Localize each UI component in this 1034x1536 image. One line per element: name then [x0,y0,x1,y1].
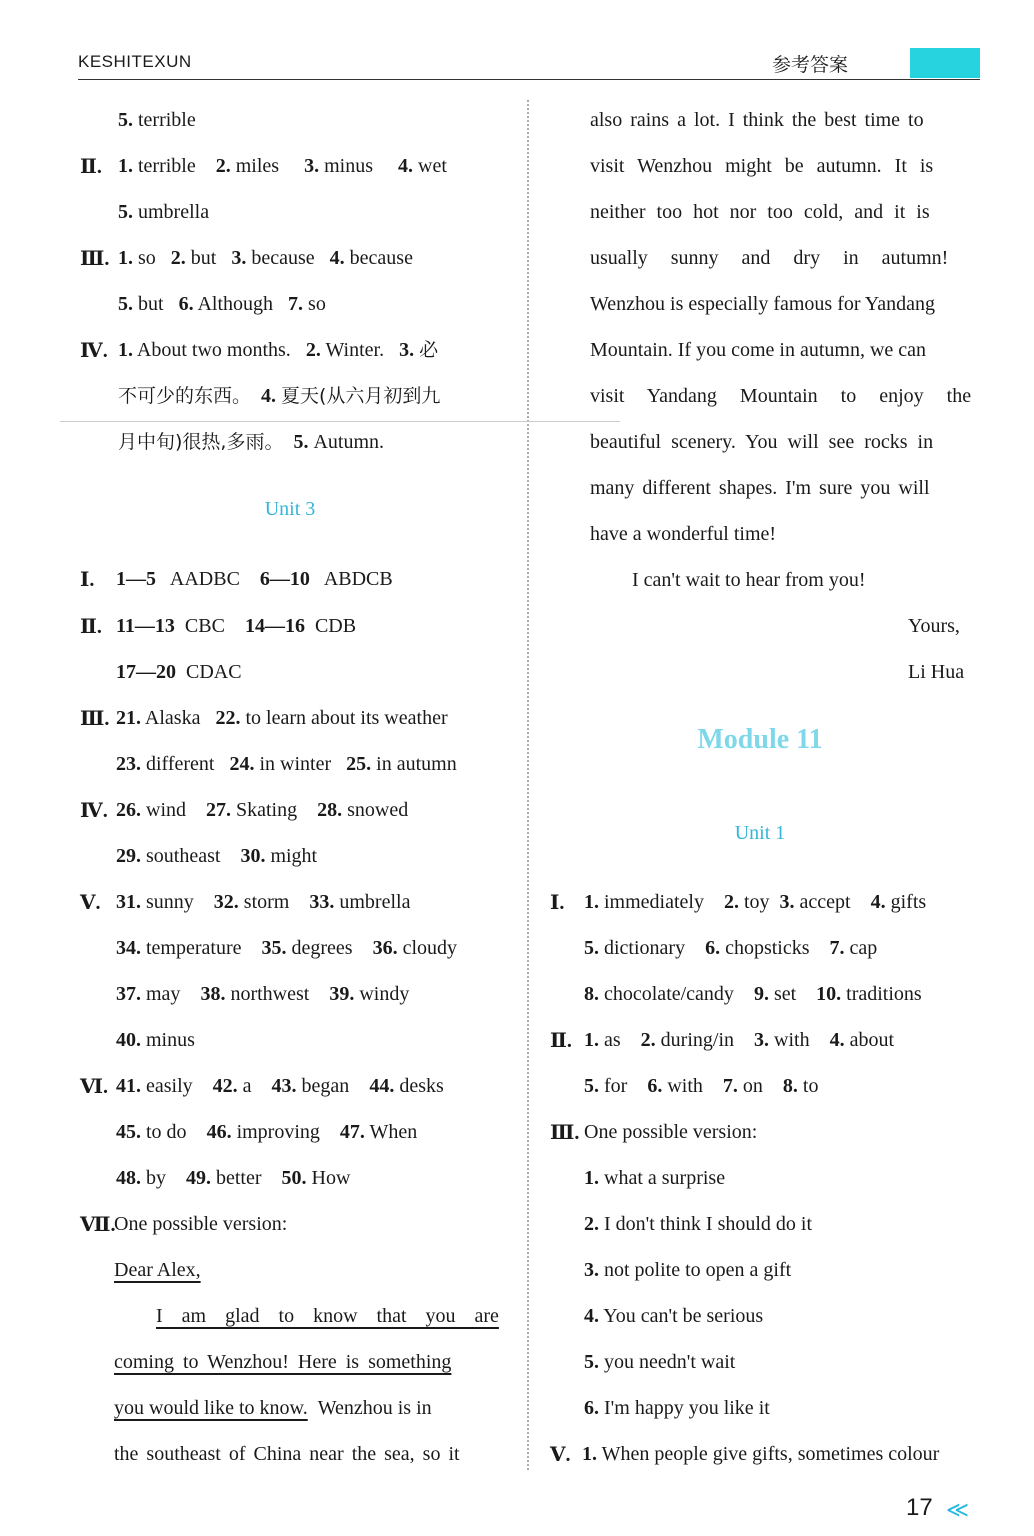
section-number: Ⅱ. [80,616,102,638]
unit-heading: Unit 3 [264,498,316,520]
letter-signature: Li Hua [908,661,965,683]
section-number: Ⅲ. [550,1122,580,1144]
section-number: Ⅰ. [550,892,565,914]
section-number: Ⅳ. [80,340,108,362]
answer-line: 5. you needn't wait [584,1351,736,1373]
letter-line: beautiful scenery. You will see rocks in [590,431,934,453]
answer-line: 1. what a surprise [584,1167,726,1189]
answer-line: 1. as 2. during/in 3. with 4. about [584,1029,895,1051]
letter-line: visit Yandang Mountain to enjoy the [590,385,972,407]
letter-closing: I can't wait to hear from you! [632,569,866,591]
answer-line: 5. terrible [118,109,196,131]
module-heading: Module 11 [697,724,823,755]
answer-line: 6. I'm happy you like it [584,1397,770,1419]
header-title: 参考答案 [772,54,849,76]
section-number: Ⅳ. [80,800,108,822]
letter-line: coming to Wenzhou! Here is something [114,1351,452,1373]
page-number: 17 [906,1494,933,1521]
answer-line: 26. wind 27. Skating 28. snowed [116,799,409,821]
letter-line: many different shapes. I'm sure you will [590,477,930,499]
answer-line: 45. to do 46. improving 47. When [116,1121,418,1143]
answer-line: 1. so 2. but 3. because 4. because [118,247,413,269]
answer-line: 1. terrible 2. miles 3. minus 4. wet [118,155,447,177]
answer-line: 11—13 CBC 14—16 CDB [116,615,357,637]
answer-line: 29. southeast 30. might [116,845,318,867]
letter-line: visit Wenzhou might be autumn. It is [590,155,934,177]
section-number: Ⅴ. [550,1444,571,1466]
double-chevron-left-icon: ≪ [946,1497,970,1522]
scan-artifact-line [60,421,620,422]
answer-line: 5. umbrella [118,201,210,223]
answer-line: 4. You can't be serious [584,1305,764,1327]
letter-line: Wenzhou is especially famous for Yandang [590,293,935,315]
version-intro: One possible version: [584,1121,758,1143]
page-header [78,50,980,80]
answer-line: 5. for 6. with 7. on 8. to [584,1075,819,1097]
answer-line: 月中旬)很热,多雨。 5. Autumn. [118,431,385,453]
answer-line: 34. temperature 35. degrees 36. cloudy [116,937,458,959]
answer-line: 不可少的东西。 4. 夏天(从六月初到九 [118,385,441,407]
answer-line: 21. Alaska 22. to learn about its weather [116,707,448,729]
answer-line: 8. chocolate/candy 9. set 10. traditions [584,983,922,1005]
answer-line: 41. easily 42. a 43. began 44. desks [116,1075,444,1097]
answer-line: 37. may 38. northwest 39. windy [116,983,410,1005]
letter-line-text: I am glad to know that you are [156,1305,499,1327]
letter-line: also rains a lot. I think the best time to [590,109,924,131]
section-number: Ⅱ. [80,156,102,178]
letter-line: you would like to know. Wenzhou is in [114,1397,432,1419]
section-number: Ⅰ. [80,569,95,591]
letter-yours: Yours, [908,615,960,637]
letter-line: neither too hot nor too cold, and it is [590,201,930,223]
header-color-block [910,48,980,78]
unit-heading: Unit 1 [734,822,786,844]
letter-greeting: Dear Alex, [114,1259,201,1281]
letter-line [156,1304,500,1328]
section-number: Ⅵ. [80,1076,108,1098]
header-rule [78,79,980,80]
header-brand: KESHITEXUN [78,52,192,71]
letter-line: usually sunny and dry in autumn! [590,247,949,269]
answer-line: 40. minus [116,1029,195,1051]
version-intro: One possible version: [114,1213,288,1235]
answer-line: 48. by 49. better 50. How [116,1167,351,1189]
section-number: Ⅲ. [80,248,110,270]
section-number: Ⅱ. [550,1030,572,1052]
answer-line: 17—20 CDAC [116,661,242,683]
section-number: Ⅴ. [80,892,101,914]
section-number: Ⅶ. [80,1214,116,1236]
answer-line: 3. not polite to open a gift [584,1259,792,1281]
answer-line: 1. immediately 2. toy 3. accept 4. gifts [584,891,927,913]
answer-line: 5. dictionary 6. chopsticks 7. cap [584,937,878,959]
answer-line: 2. I don't think I should do it [584,1213,813,1235]
answer-line: 1. About two months. 2. Winter. 3. 必 [118,339,439,361]
section-number: Ⅲ. [80,708,110,730]
answer-line: 5. but 6. Although 7. so [118,293,326,315]
letter-line: the southeast of China near the sea, so it [114,1443,460,1465]
answer-line: 23. different 24. in winter 25. in autumn [116,753,457,775]
answer-line: 1. When people give gifts, sometimes colour [582,1443,940,1465]
letter-line: Mountain. If you come in autumn, we can [590,339,927,361]
letter-line: have a wonderful time! [590,523,777,545]
column-divider [527,100,529,1470]
answer-line: 31. sunny 32. storm 33. umbrella [116,891,411,913]
answer-line: 1—5 AADBC 6—10 ABDCB [116,568,393,590]
